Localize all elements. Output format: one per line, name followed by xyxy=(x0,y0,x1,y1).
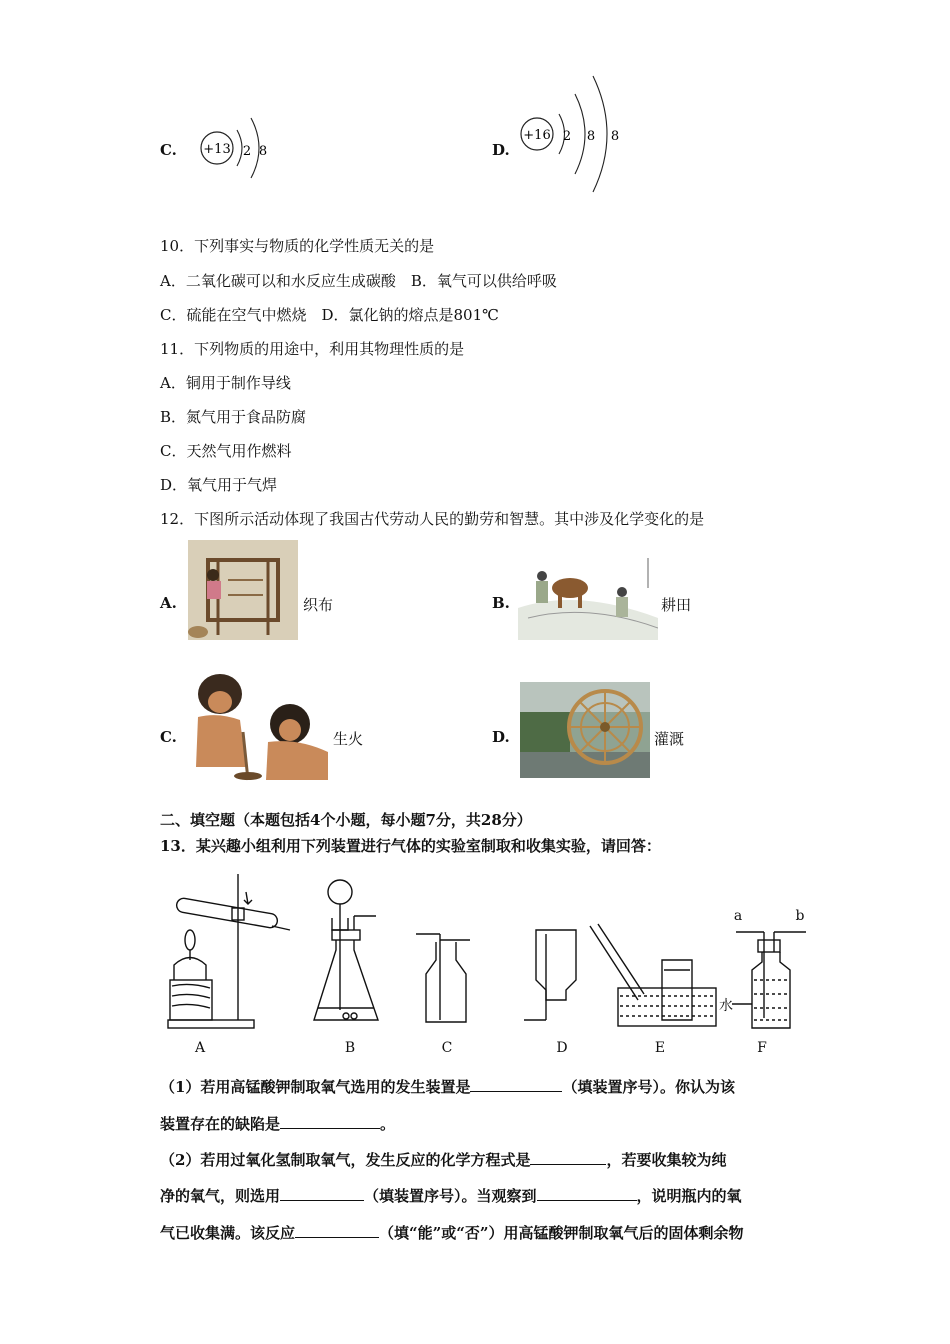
atom-c-shell-2: 8 xyxy=(258,144,268,159)
answer-blank-4[interactable] xyxy=(280,1186,364,1201)
section2-heading: 二、填空题（本题包括4个小题，每小题7分，共28分） xyxy=(160,811,532,829)
q11-stem: 11．下列物质的用途中，利用其物理性质的是 xyxy=(160,340,465,358)
answer-blank-2[interactable] xyxy=(280,1114,380,1129)
q12-option-b-caption: 耕田 xyxy=(661,596,692,614)
atom-d-shell-3: 8 xyxy=(610,129,620,144)
q12-stem: 12．下图所示活动体现了我国古代劳动人民的勤劳和智慧。其中涉及化学变化的是 xyxy=(160,510,705,528)
option-d-letter: D. xyxy=(492,141,510,159)
q11-option-c: C．天然气用作燃料 xyxy=(160,442,292,460)
q10-options-line1: A．二氧化碳可以和水反应生成碳酸 B．氧气可以供给呼吸 xyxy=(160,272,557,290)
apparatus-d xyxy=(524,930,576,1020)
q12-option-d-letter: D. xyxy=(492,728,510,746)
q12-option-a-caption: 织布 xyxy=(303,596,334,614)
atom-c-nucleus: +13 xyxy=(203,142,231,157)
waterwheel-illustration xyxy=(520,682,650,778)
apparatus-f-water-label: 水 xyxy=(719,998,733,1014)
atom-diagram-d xyxy=(515,72,635,197)
q10-stem: 10．下列事实与物质的化学性质无关的是 xyxy=(160,237,435,255)
q12-option-b-letter: B. xyxy=(492,594,510,612)
apparatus-label-c: C xyxy=(441,1040,453,1056)
q13-part1-line1: （1）若用高锰酸钾制取氧气选用的发生装置是 （填装置序号）。你认为该 xyxy=(160,1078,735,1096)
q11-option-a: A．铜用于制作导线 xyxy=(160,374,291,392)
q11-option-b: B．氮气用于食品防腐 xyxy=(160,408,307,426)
atom-c-shell-1: 2 xyxy=(242,144,252,159)
apparatus-label-e: E xyxy=(654,1040,666,1056)
answer-blank-6[interactable] xyxy=(295,1223,379,1238)
option-c-letter: C. xyxy=(160,141,177,159)
q11-option-d: D．氧气用于气焊 xyxy=(160,476,278,494)
q13-part2-line3: 气已收集满。该反应 （填“能”或“否”）用高锰酸钾制取氧气后的固体剩余物 xyxy=(160,1224,744,1242)
answer-blank-5[interactable] xyxy=(537,1186,637,1201)
fire-making-illustration xyxy=(188,672,333,782)
q12-option-c-caption: 生火 xyxy=(333,730,364,748)
q12-option-a-letter: A. xyxy=(160,594,177,612)
weaving-illustration xyxy=(188,540,298,640)
apparatus-f-port-b: b xyxy=(795,908,805,924)
q12-option-c-letter: C. xyxy=(160,728,177,746)
apparatus-b xyxy=(314,880,378,1020)
q13-part2-line2: 净的氧气，则选用 （填装置序号）。当观察到 ，说明瓶内的氧 xyxy=(160,1187,742,1205)
atom-d-nucleus: +16 xyxy=(523,128,551,143)
answer-blank-3[interactable] xyxy=(530,1150,606,1165)
apparatus-label-f: F xyxy=(757,1040,767,1056)
q13-part2-line1: （2）若用过氧化氢制取氧气，发生反应的化学方程式是 ，若要收集较为纯 xyxy=(160,1151,727,1169)
apparatus-e xyxy=(590,924,716,1026)
q13-part1-line2: 装置存在的缺陷是 。 xyxy=(160,1115,396,1133)
q13-stem: 13．某兴趣小组利用下列装置进行气体的实验室制取和收集实验，请回答： xyxy=(160,837,661,855)
answer-blank-1[interactable] xyxy=(470,1077,562,1092)
apparatus-f-port-a: a xyxy=(733,908,743,924)
apparatus-a xyxy=(168,874,290,1028)
plowing-illustration xyxy=(518,548,658,640)
q10-options-line2: C．硫能在空气中燃烧 D．氯化钠的熔点是801℃ xyxy=(160,306,499,324)
apparatus-f xyxy=(732,932,806,1028)
apparatus-label-d: D xyxy=(556,1040,568,1056)
atom-d-shell-1: 2 xyxy=(562,129,572,144)
atom-diagram-c xyxy=(195,108,285,188)
lab-apparatus-figure xyxy=(160,870,820,1060)
apparatus-label-b: B xyxy=(344,1040,356,1056)
q12-option-d-caption: 灌溉 xyxy=(654,730,685,748)
apparatus-label-a: A xyxy=(194,1040,206,1056)
atom-d-shell-2: 8 xyxy=(586,129,596,144)
apparatus-c xyxy=(416,934,470,1022)
